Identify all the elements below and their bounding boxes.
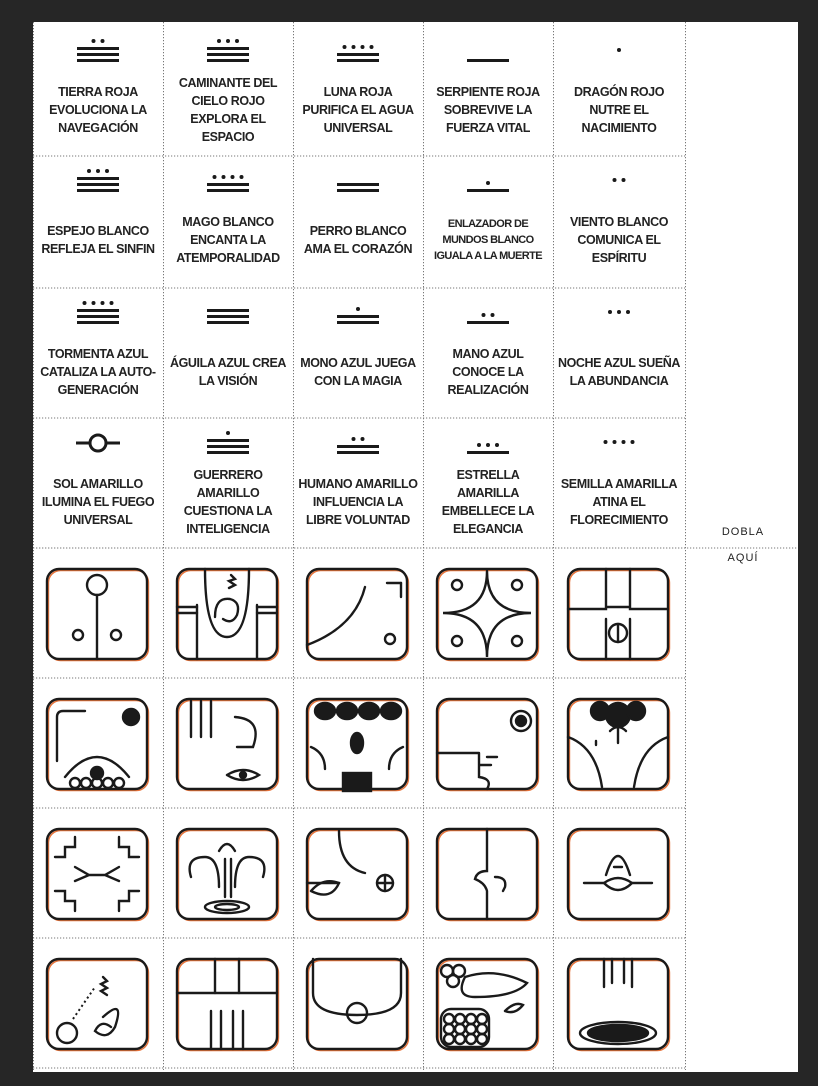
tone-card [553,156,685,286]
tone-dots-bars-icon [163,300,293,326]
fold-label-bottom: AQUÍ [727,552,759,564]
human-glyph [175,827,281,923]
tone-dots-bars-icon [423,430,553,456]
tone-card-label: ESPEJO BLANCO REFLEJA EL SINFIN [41,224,155,256]
tone-card [33,418,163,548]
tone-card-label: MAGO BLANCO ENCANTA LA ATEMPORALIDAD [176,215,280,265]
tone-card [423,418,553,548]
moon-glyph [435,697,541,793]
earth-glyph [175,957,281,1053]
eagle-glyph [566,827,672,923]
tone-dots-bars-icon [423,38,553,64]
tone-card-label: MANO AZUL CONOCE LA REALIZACIÓN [447,347,529,397]
sun-circle-icon [33,430,163,456]
tone-card-label: MONO AZUL JUEGA CON LA MAGIA [300,356,416,388]
tone-dots-bars-icon [423,300,553,326]
tone-card-label: ESTRELLA AMARILLA EMBELLECE LA ELEGANCIA [441,468,535,536]
monkey-glyph [45,827,151,923]
tone-dots-bars-icon [293,300,423,326]
tone-dots-bars-icon [293,168,423,194]
tone-card [553,26,685,156]
tone-card [423,156,553,286]
tone-card-label: HUMANO AMARILLO INFLUENCIA LA LIBRE VOLUNTAD [298,477,418,527]
dragon-glyph [45,567,151,663]
tone-dots-bars-icon [33,38,163,64]
tone-dots-bars-icon [33,168,163,194]
tone-dots-bars-icon [553,38,685,64]
tone-card-label: CAMINANTE DEL CIELO ROJO EXPLORA EL ESPACIO [178,76,278,144]
tone-dots-bars-icon [163,168,293,194]
tone-card [163,156,293,286]
tone-dots-bars-icon [553,168,685,194]
seed-glyph [435,567,541,663]
tone-card [423,288,553,418]
night-glyph [305,567,411,663]
tone-card-label: NOCHE AZUL SUEÑA LA ABUNDANCIA [557,356,681,388]
tone-dots-bars-icon [293,38,423,64]
tone-card [293,156,423,286]
tone-card [423,26,553,156]
wizard-glyph [435,827,541,923]
wind-glyph [175,567,281,663]
tone-card-label: TIERRA ROJA EVOLUCIONA LA NAVEGACIÓN [49,85,147,135]
storm-glyph [435,957,541,1053]
skywalker-glyph [305,827,411,923]
tone-card-label: ENLAZADOR DE MUNDOS BLANCO IGUALA A LA MUERTE [434,218,542,262]
tone-card [163,418,293,548]
mirror-glyph [305,957,411,1053]
tone-card-label: SERPIENTE ROJA SOBREVIVE LA FUERZA VITAL [436,85,540,135]
tone-card [33,156,163,286]
tone-card-label: LUNA ROJA PURIFICA EL AGUA UNIVERSAL [302,85,414,135]
tone-card [163,288,293,418]
tone-dots-bars-icon [33,300,163,326]
tone-dots-bars-icon [293,430,423,456]
tone-card [553,418,685,548]
serpent-glyph [566,567,672,663]
tone-card-label: SOL AMARILLO ILUMINA EL FUEGO UNIVERSAL [41,477,155,527]
tone-card-label: ÁGUILA AZUL CREA LA VISIÓN [169,356,287,388]
hand-glyph [175,697,281,793]
printable-sheet [33,22,798,1072]
sun-glyph [566,957,672,1053]
tone-card-label: PERRO BLANCO AMA EL CORAZÓN [303,224,413,256]
tone-card-label: TORMENTA AZUL CATALIZA LA AUTO-GENERACIÓN [40,347,156,397]
dog-glyph [566,697,672,793]
fold-label-top: DOBLA [721,526,765,538]
star-glyph [305,697,411,793]
tone-dots-bars-icon [423,168,553,194]
tone-card [163,26,293,156]
tone-card-label: SEMILLA AMARILLA ATINA EL FLORECIMIENTO [560,477,678,527]
tone-card-label: DRAGÓN ROJO NUTRE EL NACIMIENTO [573,85,665,135]
worldbridger-glyph [45,697,151,793]
tone-dots-bars-icon [553,300,685,326]
tone-dots-bars-icon [163,430,293,456]
warrior-glyph [45,957,151,1053]
tone-card-label: GUERRERO AMARILLO CUESTIONA LA INTELIGENCIA [183,468,273,536]
tone-card [293,418,423,548]
tone-dots-bars-icon [553,430,685,456]
tone-card [293,288,423,418]
tone-card [293,26,423,156]
tone-card [33,288,163,418]
tone-dots-bars-icon [163,38,293,64]
tone-card [553,288,685,418]
tone-card-label: VIENTO BLANCO COMUNICA EL ESPÍRITU [569,215,669,265]
tone-card [33,26,163,156]
